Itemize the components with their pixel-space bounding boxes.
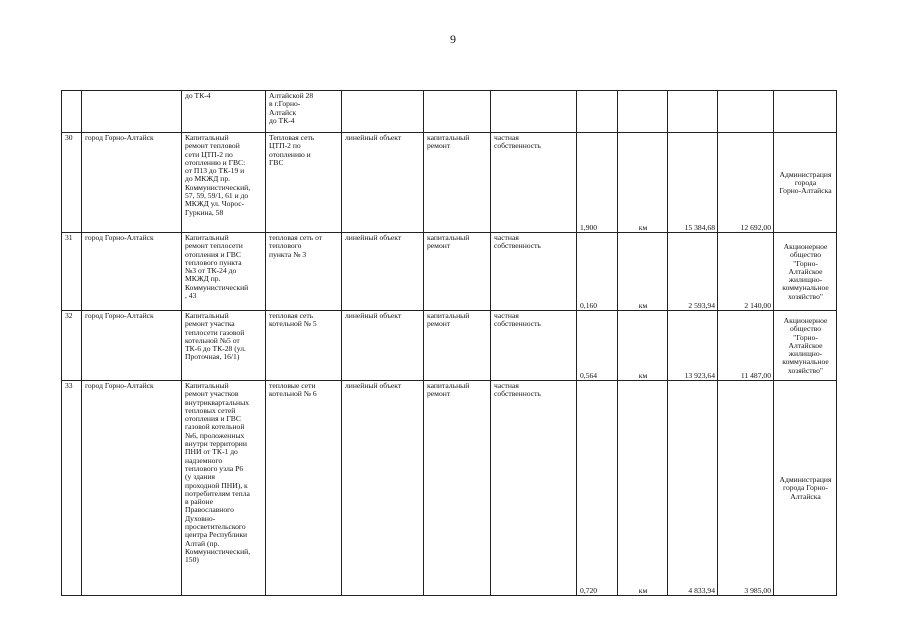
cell-municipality: город Горно-Алтайск	[82, 133, 182, 233]
text-line: газовой котельной	[185, 422, 245, 432]
text-line: ремонт участков	[185, 389, 239, 399]
text-line: хозяйство"	[788, 291, 823, 301]
text-line: ремонт тепловой	[185, 141, 240, 151]
text-line: теплосети газовой	[185, 327, 245, 337]
text-line: потребителям тепла	[185, 488, 250, 498]
text-line: ремонт	[427, 141, 451, 151]
cell-cost: 4 833,94	[668, 381, 718, 596]
cell-type	[342, 91, 424, 133]
text-line: капитальный	[427, 381, 470, 390]
text-line: тепловая сеть	[269, 311, 314, 320]
text-line: Администрация	[779, 475, 832, 485]
cell-name	[182, 311, 266, 381]
text-line: собственность	[494, 319, 541, 329]
text-line: в г.Горно-	[269, 99, 301, 109]
text-line: Алтайска	[790, 491, 821, 501]
cell-cost: 2 593,94	[668, 233, 718, 311]
text-line: (у здания	[185, 472, 215, 482]
cell-cost2: 12 692,00	[718, 133, 774, 233]
cell-cost2: 3 985,00	[718, 381, 774, 596]
text-line: от П13 до ТК-19 и	[185, 166, 245, 176]
text-line: пункта № 3	[269, 249, 307, 259]
text-line: отопления и ГВС	[185, 414, 241, 424]
text-line: до ТК-4	[185, 91, 211, 100]
text-line: теплового узла Р6	[185, 463, 244, 473]
text-line: Алтайск	[269, 107, 297, 117]
text-line: Коммунистический,	[185, 546, 251, 556]
text-line: отопления и ГВС	[185, 249, 241, 259]
cell-ownership	[491, 133, 577, 233]
text-line: №3 от ТК-24 до	[185, 266, 237, 276]
text-line: до МКЖД пр.	[185, 174, 231, 184]
cell-work	[424, 133, 491, 233]
text-line: Алтайское	[788, 340, 823, 350]
cell-num: 33	[62, 381, 82, 596]
text-line: внутри территории	[185, 439, 247, 449]
text-line: Капитальный	[185, 133, 229, 142]
text-line: ремонт теплосети	[185, 241, 243, 251]
cell-quantity: 0,564	[577, 311, 618, 381]
text-line: города Горно-	[783, 483, 828, 493]
cell-cost2: 2 140,00	[718, 233, 774, 311]
cell-object	[266, 133, 342, 233]
cell-owner	[774, 381, 837, 596]
cell-type: линейный объект	[342, 311, 424, 381]
text-line: отоплению и	[269, 149, 311, 159]
text-line: теплового пункта	[185, 257, 242, 267]
table-row	[62, 311, 837, 381]
cell-name	[182, 381, 266, 596]
text-line: ремонт	[427, 241, 451, 251]
cell-cost2	[718, 91, 774, 133]
text-line: коммунальное	[782, 283, 829, 293]
cell-quantity: 0,160	[577, 233, 618, 311]
text-line: капитальный	[427, 311, 470, 320]
text-line: тепловая сеть от	[269, 233, 323, 242]
text-line: хозяйство"	[788, 365, 823, 375]
text-line: Духовно-	[185, 513, 216, 523]
text-line: Горно-Алтайска	[779, 186, 832, 196]
cell-ownership	[491, 311, 577, 381]
register-table	[61, 90, 837, 596]
text-line: теплового	[269, 241, 302, 251]
cell-type: линейный объект	[342, 381, 424, 596]
cell-object	[266, 233, 342, 311]
text-line: Тепловая сеть	[269, 133, 315, 142]
cell-cost: 15 384,68	[668, 133, 718, 233]
cell-unit: км	[618, 381, 668, 596]
text-line: №6, проложенных	[185, 430, 245, 440]
text-line: котельной №5 от	[185, 335, 240, 345]
text-line: Православного	[185, 505, 234, 515]
cell-object	[266, 311, 342, 381]
cell-municipality: город Горно-Алтайск	[82, 233, 182, 311]
cell-unit: км	[618, 133, 668, 233]
text-line: МКЖД пр.	[185, 274, 221, 284]
cell-owner	[774, 133, 837, 233]
cell-cost2: 11 487,00	[718, 311, 774, 381]
text-line: Коммунистический,	[185, 182, 251, 192]
cell-type: линейный объект	[342, 133, 424, 233]
cell-quantity	[577, 91, 618, 133]
text-line: котельной № 5	[269, 319, 317, 329]
table-row	[62, 381, 837, 596]
cell-quantity: 0,720	[577, 381, 618, 596]
text-line: коммунальное	[782, 357, 829, 367]
table-row-continued	[62, 91, 837, 133]
text-line: отоплению и ГВС:	[185, 157, 246, 167]
text-line: ремонт участка	[185, 319, 235, 329]
text-line: Администрация	[779, 169, 832, 179]
text-line: тепловых сетей	[185, 405, 236, 415]
cell-work	[424, 91, 491, 133]
text-line: жилищно-	[788, 275, 823, 285]
text-line: частная	[494, 133, 519, 142]
text-line: Акционерное	[783, 315, 828, 325]
text-line: котельной № 6	[269, 389, 317, 399]
text-line: Коммунистический	[185, 282, 249, 292]
text-line: жилищно-	[788, 349, 823, 359]
text-line: города	[794, 177, 817, 187]
text-line: Акционерное	[783, 241, 828, 251]
cell-num	[62, 91, 82, 133]
text-line: 57, 59, 59/1, 61 и до	[185, 191, 249, 201]
text-line: частная	[494, 233, 519, 242]
text-line: капитальный	[427, 233, 470, 242]
cell-name	[182, 233, 266, 311]
cell-object	[266, 381, 342, 596]
cell-num: 31	[62, 233, 82, 311]
table-row	[62, 133, 837, 233]
text-line: собственность	[494, 389, 541, 399]
text-line: общество "Горно-	[789, 324, 822, 342]
text-line: Проточная, 16/1)	[185, 352, 240, 362]
cell-ownership	[491, 381, 577, 596]
text-line: частная	[494, 311, 519, 320]
text-line: Гуркина, 58	[185, 207, 224, 217]
cell-num: 32	[62, 311, 82, 381]
text-line: ТК-6 до ТК-28 (ул.	[185, 344, 246, 354]
cell-municipality	[82, 91, 182, 133]
cell-unit: км	[618, 311, 668, 381]
text-line: Капитальный	[185, 311, 229, 320]
text-line: ЦТП-2 по	[269, 141, 301, 151]
text-line: Капитальный	[185, 233, 229, 242]
text-line: Алтайской 28	[269, 91, 314, 100]
text-line: частная	[494, 381, 519, 390]
text-line: тепловые сети	[269, 381, 316, 390]
cell-owner	[774, 233, 837, 311]
text-line: проходной ПНИ), к	[185, 480, 248, 490]
cell-unit: км	[618, 233, 668, 311]
cell-name	[182, 133, 266, 233]
cell-municipality: город Горно-Алтайск	[82, 311, 182, 381]
text-line: собственность	[494, 241, 541, 251]
text-line: сети ЦТП-2 по	[185, 149, 233, 159]
cell-num: 30	[62, 133, 82, 233]
table-row	[62, 233, 837, 311]
text-line: до ТК-4	[269, 115, 295, 125]
text-line: собственность	[494, 141, 541, 151]
text-line: надземного	[185, 455, 223, 465]
cell-quantity: 1,900	[577, 133, 618, 233]
cell-cost	[668, 91, 718, 133]
cell-owner	[774, 311, 837, 381]
text-line: просветительского	[185, 522, 246, 532]
cell-ownership	[491, 233, 577, 311]
text-line: ремонт	[427, 319, 451, 329]
cell-unit	[618, 91, 668, 133]
page-number: 9	[450, 32, 456, 46]
text-line: ремонт	[427, 389, 451, 399]
text-line: 150)	[185, 555, 199, 565]
cell-work	[424, 381, 491, 596]
cell-owner	[774, 91, 837, 133]
text-line: в районе	[185, 497, 213, 507]
text-line: общество "Горно-	[789, 250, 822, 268]
text-line: Капитальный	[185, 381, 229, 390]
text-line: , 43	[185, 291, 197, 301]
cell-ownership	[491, 91, 577, 133]
text-line: ПНИ от ТК-1 до	[185, 447, 238, 457]
text-line: центра Республики	[185, 530, 248, 540]
text-line: внутриквартальных	[185, 397, 250, 407]
cell-work	[424, 311, 491, 381]
text-line: МКЖД ул. Чорос-	[185, 199, 245, 209]
cell-type: линейный объект	[342, 233, 424, 311]
cell-municipality: город Горно-Алтайск	[82, 381, 182, 596]
text-line: ГВС	[269, 157, 284, 167]
cell-cost: 13 923,64	[668, 311, 718, 381]
text-line: Алтай (пр.	[185, 538, 220, 548]
cell-work	[424, 233, 491, 311]
text-line: Алтайское	[788, 266, 823, 276]
cell-name	[182, 91, 266, 133]
text-line: капитальный	[427, 133, 470, 142]
cell-object	[266, 91, 342, 133]
